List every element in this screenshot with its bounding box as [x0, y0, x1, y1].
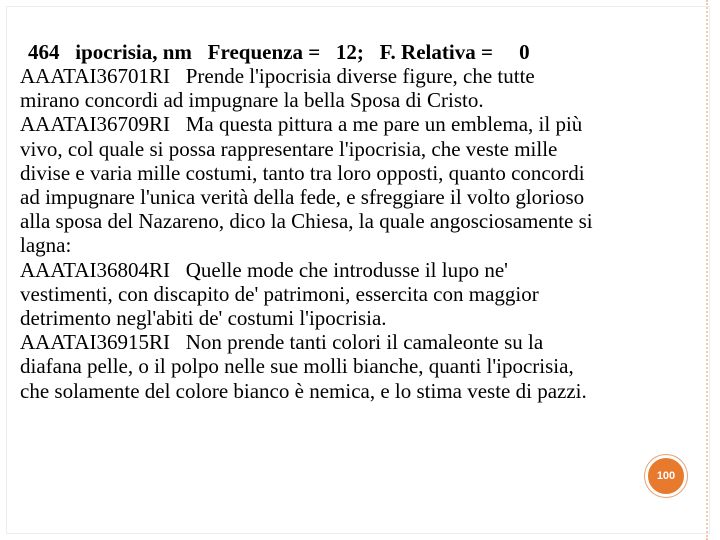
text-line	[20, 64, 700, 88]
entry-text: Quelle mode che introdusse il lupo ne'	[185, 257, 508, 282]
entry-text: Ma questa pittura a me pare un emblema, il più	[185, 112, 583, 137]
text-line: mirano concordi ad impugnare la bella Sposa di Cristo.	[20, 88, 484, 113]
text-line: ad impugnare l'unica verità della fede, e sfreggiare il volto glorioso	[20, 185, 585, 210]
entry-code: AAATAI36804RI	[20, 257, 186, 282]
text-line: diafana pelle, o il polpo nelle sue molli bianche, quanti l'ipocrisia,	[20, 354, 574, 379]
entry-block	[20, 258, 700, 331]
text-line: detrimento negl'abiti de' costumi l'ipocrisia.	[20, 306, 387, 331]
text-line	[20, 112, 700, 136]
text-line: divise e varia mille costumi, tanto tra loro opposti, quanto concordi	[20, 160, 585, 185]
entry-text: Prende l'ipocrisia diverse figure, che tutte	[185, 64, 535, 88]
entry-text: Non prende tanti colori il camaleonte su la	[185, 330, 544, 355]
concordance-text	[20, 40, 700, 403]
entry-block	[20, 64, 700, 112]
entry-code: AAATAI36915RI	[20, 330, 186, 355]
entry-block	[20, 330, 700, 403]
entry-block	[20, 112, 700, 257]
text-line: vivo, col quale si possa rappresentare l'ipocrisia, che veste mille	[20, 136, 558, 161]
text-line: lagna:	[20, 233, 72, 258]
page-number-badge: 100	[645, 455, 687, 497]
decorative-dotted-rule	[706, 0, 708, 540]
text-line: vestimenti, con discapito de' patrimoni, essercita con maggior	[20, 281, 539, 306]
text-line: che solamente del colore bianco è nemica, e lo stima veste di pazzi.	[20, 378, 587, 403]
text-line: alla sposa del Nazareno, dico la Chiesa, la quale angosciosamente si	[20, 209, 593, 234]
entry-header: 464 ipocrisia, nm Frequenza = 12; F. Relativa = 0	[28, 40, 530, 64]
text-line	[20, 258, 700, 282]
entry-code: AAATAI36709RI	[20, 112, 186, 137]
text-line	[20, 330, 700, 354]
entry-code: AAATAI36701RI	[20, 64, 186, 88]
